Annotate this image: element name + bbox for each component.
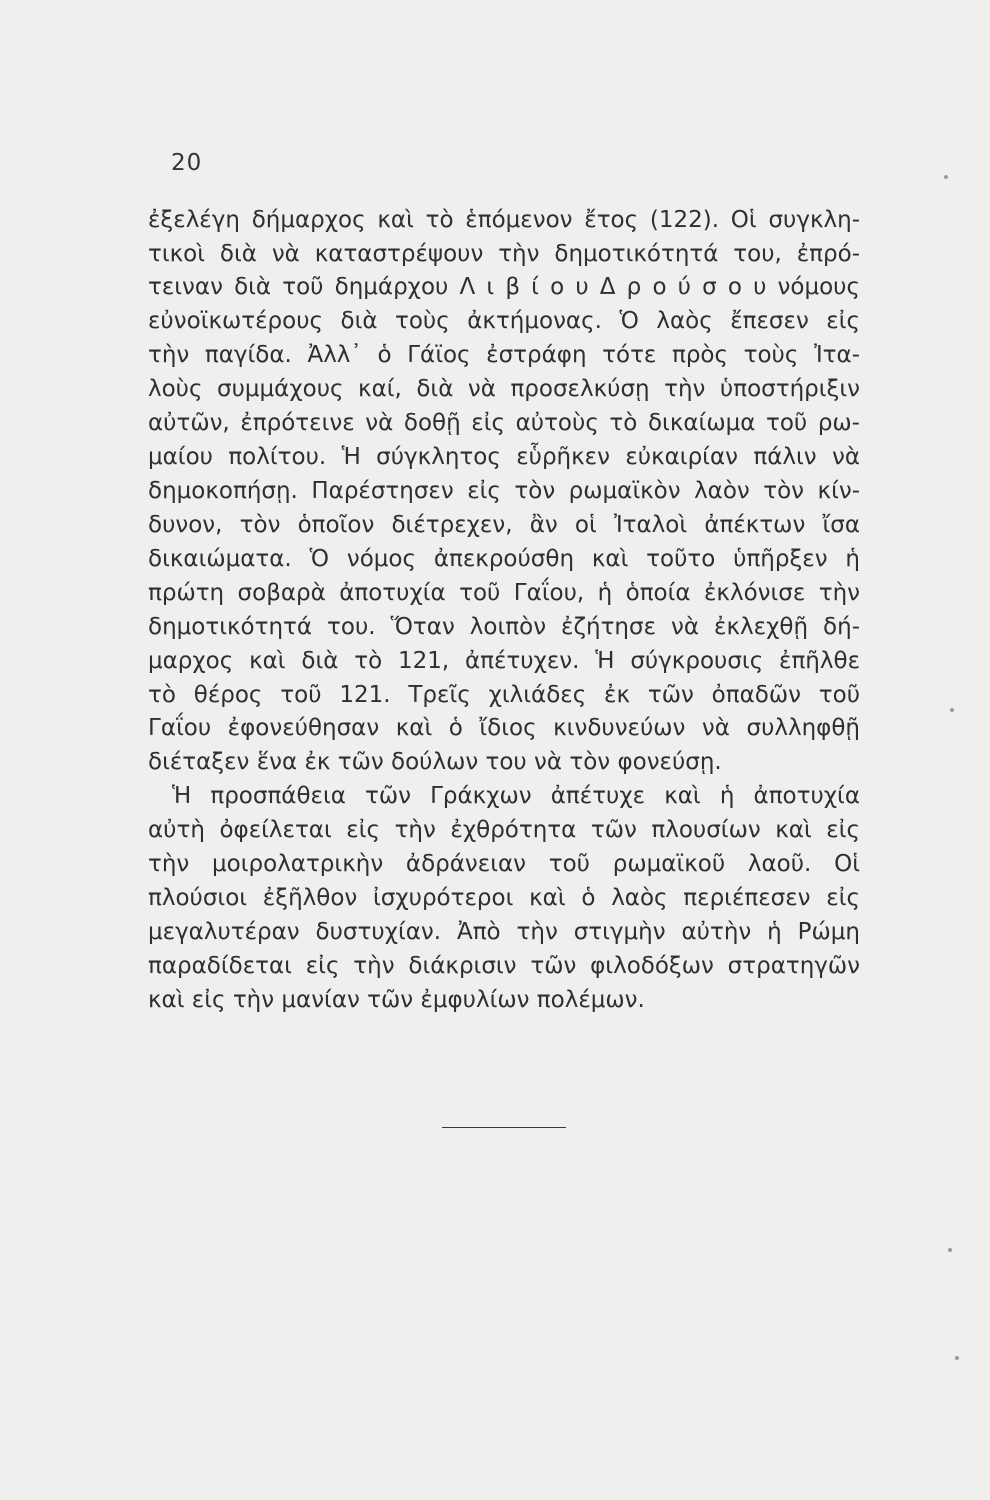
text-line: Ἡ προσπάθεια τῶν Γράκχων ἀπέτυχε καὶ ἡ ἀποτυχία (172, 783, 860, 809)
text-line: μαίου πολίτου. Ἡ σύγκλητος εὗρῆκεν εὐκαιρίαν πάλιν νὰ (148, 444, 860, 470)
speck (955, 1356, 959, 1360)
text-line: αὐτῶν, ἐπρότεινε νὰ δοθῇ εἰς αὐτοὺς τὸ δικαίωμα τοῦ ρω- (148, 410, 860, 436)
text-line: Γαΐου ἐφονεύθησαν καὶ ὁ ἴδιος κινδυνεύων νὰ συλληφθῇ (148, 715, 860, 741)
text-line: αὐτὴ ὀφείλεται εἰς τὴν ἐχθρότητα τῶν πλουσίων καὶ εἰς (148, 817, 860, 843)
text-line: ἐξελέγη δήμαρχος καὶ τὸ ἑπόμενον ἔτος (122). Οἱ συγκλη- (148, 207, 860, 233)
text-line: διέταξεν ἕνα ἐκ τῶν δούλων του νὰ τὸν φονεύσῃ. (148, 749, 722, 775)
text-line: εὐνοϊκωτέρους διὰ τοὺς ἀκτήμονας. Ὁ λαὸς ἔπεσεν εἰς (148, 308, 860, 334)
section-divider (442, 1127, 566, 1128)
text-line: τειναν διὰ τοῦ δημάρχου Λ ι β ί ο υ Δ ρ ο ύ σ ο υ νόμους (148, 274, 860, 300)
text-line: μεγαλυτέραν δυστυχίαν. Ἀπὸ τὴν στιγμὴν αὐτὴν ἡ Ρώμη (148, 919, 860, 945)
text-line: τὴν μοιρολατρικὴν ἀδράνειαν τοῦ ρωμαϊκοῦ λαοῦ. Οἱ (148, 851, 860, 877)
speck (944, 175, 948, 179)
text-line: παραδίδεται εἰς τὴν διάκρισιν τῶν φιλοδόξων στρατηγῶν (148, 953, 860, 979)
text-line: τὸ θέρος τοῦ 121. Τρεῖς χιλιάδες ἐκ τῶν ὀπαδῶν τοῦ (148, 682, 860, 708)
text-line: τὴν παγίδα. Ἀλλ᾽ ὁ Γάϊος ἐστράφη τότε πρὸς τοὺς Ἰτα- (148, 342, 860, 368)
text-line: τικοὶ διὰ νὰ καταστρέψουν τὴν δημοτικότητά του, ἐπρό- (148, 241, 860, 267)
text-line: καὶ εἰς τὴν μανίαν τῶν ἐμφυλίων πολέμων. (148, 987, 645, 1013)
speck (948, 1248, 952, 1252)
text-line: δημοτικότητά του. Ὅταν λοιπὸν ἐζήτησε νὰ ἐκλεχθῇ δή- (148, 614, 860, 640)
text-line: μαρχος καὶ διὰ τὸ 121, ἀπέτυχεν. Ἡ σύγκρουσις ἐπῆλθε (148, 648, 860, 674)
page-number: 20 (171, 150, 203, 176)
text-line: πρώτη σοβαρὰ ἀποτυχία τοῦ Γαΐου, ἡ ὁποία ἐκλόνισε τὴν (148, 580, 860, 606)
text-line: λοὺς συμμάχους καί, διὰ νὰ προσελκύσῃ τὴν ὑποστήριξιν (148, 376, 860, 402)
text-line: δικαιώματα. Ὁ νόμος ἀπεκρούσθη καὶ τοῦτο ὑπῆρξεν ἡ (148, 546, 860, 572)
text-line: δημοκοπήσῃ. Παρέστησεν εἰς τὸν ρωμαϊκὸν λαὸν τὸν κίν- (148, 478, 860, 504)
text-line: δυνον, τὸν ὁποῖον διέτρεχεν, ἂν οἱ Ἰταλοὶ ἀπέκτων ἴσα (148, 512, 860, 538)
speck (950, 708, 954, 712)
text-line: πλούσιοι ἐξῆλθον ἰσχυρότεροι καὶ ὁ λαὸς περιέπεσεν εἰς (148, 885, 860, 911)
